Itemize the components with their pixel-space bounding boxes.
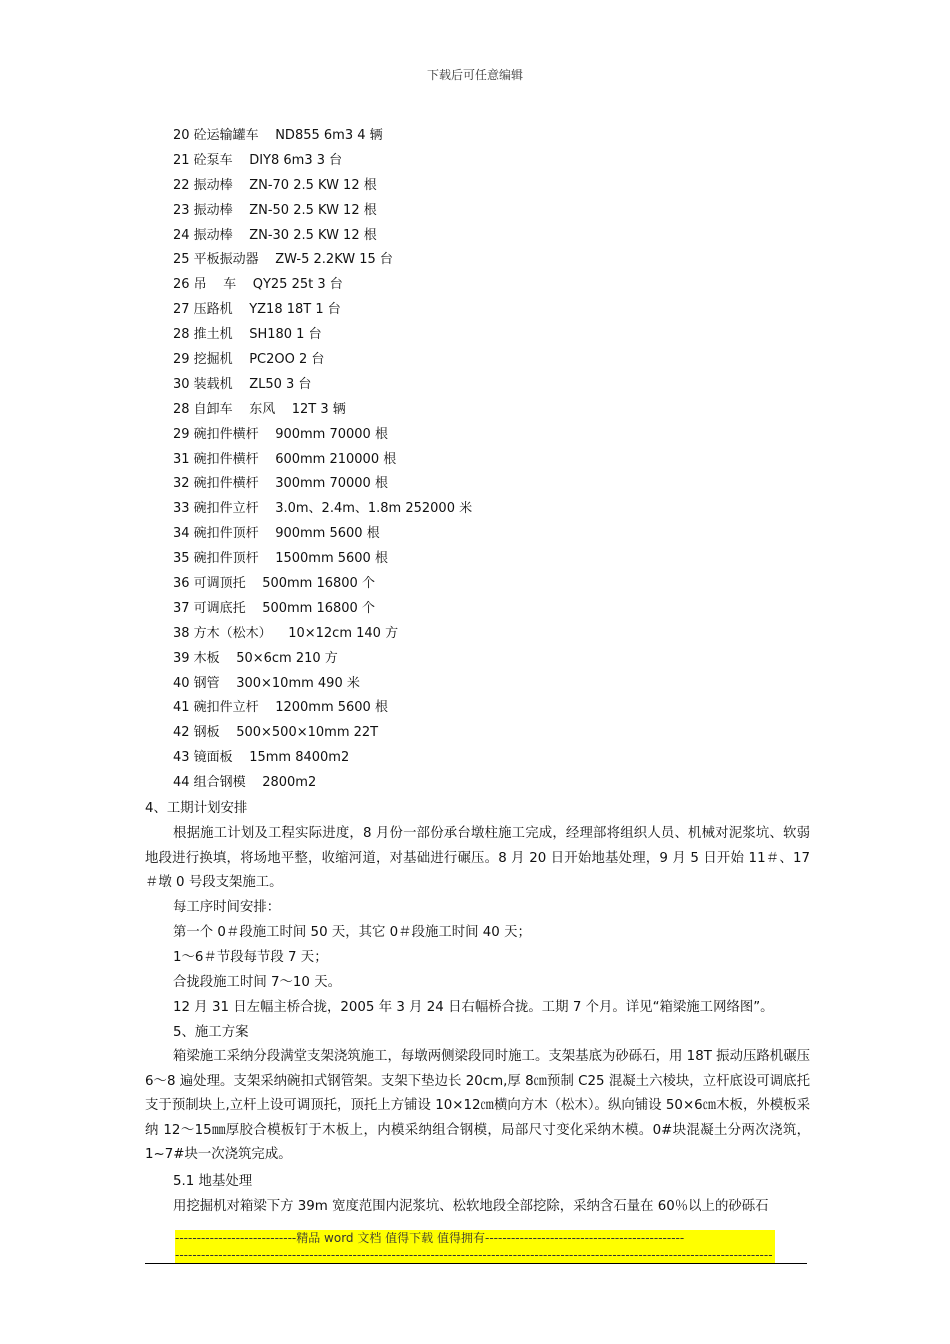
section-4-line: 12 月 31 日左幅主桥合拢，2005 年 3 月 24 日右幅桥合拢。工期 7 个月。详见“箱梁施工网络图”。 [173, 1000, 774, 1015]
equipment-item: 28 推土机 SH180 1 台 [173, 327, 322, 343]
equipment-item: 35 碗扣件顶杆 1500mm 5600 根 [173, 551, 388, 567]
equipment-item: 24 振动棒 ZN-30 2.5 KW 12 根 [173, 227, 377, 243]
equipment-item: 30 装载机 ZL50 3 台 [173, 376, 312, 392]
equipment-item: 38 方木（松木） 10×12cm 140 方 [173, 625, 399, 641]
equipment-item: 26 吊 车 QY25 25t 3 台 [173, 277, 343, 293]
equipment-item: 39 木板 50×6cm 210 方 [173, 650, 338, 666]
section-5-title: 5、施工方案 [173, 1025, 249, 1040]
section-5-1-title: 5.1 地基处理 [173, 1174, 253, 1189]
equipment-item: 21 砼泵车 DIY8 6m3 3 台 [173, 152, 343, 168]
equipment-item: 31 碗扣件横杆 600mm 210000 根 [173, 451, 397, 467]
equipment-item: 28 自卸车 东风 12T 3 辆 [173, 401, 346, 417]
footer-banner: ----------------------------精品 word 文档 值得下载 值得拥有---------------------------------------------- [175, 1230, 775, 1247]
section-4-line: 合拢段施工时间 7～10 天。 [173, 975, 341, 990]
footer-dashes: ------------------------------------------------------------------------------------------------------------------------------------------ [175, 1247, 775, 1264]
equipment-item: 23 振动棒 ZN-50 2.5 KW 12 根 [173, 202, 377, 218]
equipment-item: 40 钢管 300×10mm 490 米 [173, 675, 360, 691]
page-header: 下载后可任意编辑 [426, 68, 523, 82]
equipment-item: 44 组合钢模 2800m2 [173, 775, 317, 791]
equipment-item: 33 碗扣件立杆 3.0m、2.4m、1.8m 252000 米 [173, 501, 473, 517]
section-5-1-paragraph: 用挖掘机对箱梁下方 39m 宽度范围内泥浆坑、松软地段全部挖除，采纳含石量在 60％以上的砂砾石 [173, 1199, 769, 1214]
equipment-item: 27 压路机 YZ18 18T 1 台 [173, 302, 341, 318]
equipment-item: 22 振动棒 ZN-70 2.5 KW 12 根 [173, 177, 377, 193]
equipment-item: 42 钢板 500×500×10mm 22T [173, 725, 379, 741]
equipment-item: 37 可调底托 500mm 16800 个 [173, 600, 375, 616]
equipment-list [173, 124, 472, 796]
section-4-paragraph: 根据施工计划及工程实际进度，8 月份一部份承台墩柱施工完成，经理部将组织人员、机械对泥浆坑、软弱地段进行换填，将场地平整，收缩河道，对基础进行碾压。8 月 20 日开始地基处理，9 月 5 日开始 11＃、17＃墩 0 号段支架施工。 [145, 826, 810, 891]
section-4-line: 第一个 0＃段施工时间 50 天，其它 0＃段施工时间 40 天； [173, 925, 531, 940]
equipment-item: 20 砼运输罐车 ND855 6m3 4 辆 [173, 128, 383, 143]
section-4-line: 1～6＃节段每节段 7 天； [173, 950, 328, 965]
footer-rule [145, 1263, 807, 1264]
equipment-item: 32 碗扣件横杆 300mm 70000 根 [173, 476, 388, 492]
equipment-item: 25 平板振动器 ZW-5 2.2KW 15 台 [173, 252, 393, 268]
equipment-item: 36 可调顶托 500mm 16800 个 [173, 576, 375, 592]
equipment-item: 43 镜面板 15mm 8400m2 [173, 750, 350, 766]
equipment-item: 29 碗扣件横杆 900mm 70000 根 [173, 426, 388, 442]
section-5-paragraph: 箱梁施工采纳分段满堂支架浇筑施工，每墩两侧梁段同时施工。支架基底为砂砾石，用 18T 振动压路机碾压 6～8 遍处理。支架采纳碗扣式钢管架。支架下垫边长 20cm,厚 8㎝预制 C25 混凝土六棱块，立杆底设可调底托支于预制块上,立杆上设可调顶托，顶托上方铺设 10×12㎝横向方木（松木）。纵向铺设 50×6㎝木板，外模板采纳 12～15㎜厚胶合模板钉于木板上，内模采纳组合钢模，局部尺寸变化采纳木模。0#块混凝土分两次浇筑，1~7#块一次浇筑完成。 [145, 1049, 810, 1163]
equipment-item: 29 挖掘机 PC2OO 2 台 [173, 352, 325, 368]
equipment-item: 41 碗扣件立杆 1200mm 5600 根 [173, 700, 388, 716]
section-4-title: 4、工期计划安排 [145, 801, 248, 816]
equipment-item: 34 碗扣件顶杆 900mm 5600 根 [173, 526, 380, 542]
section-4-line: 每工序时间安排： [173, 900, 281, 915]
